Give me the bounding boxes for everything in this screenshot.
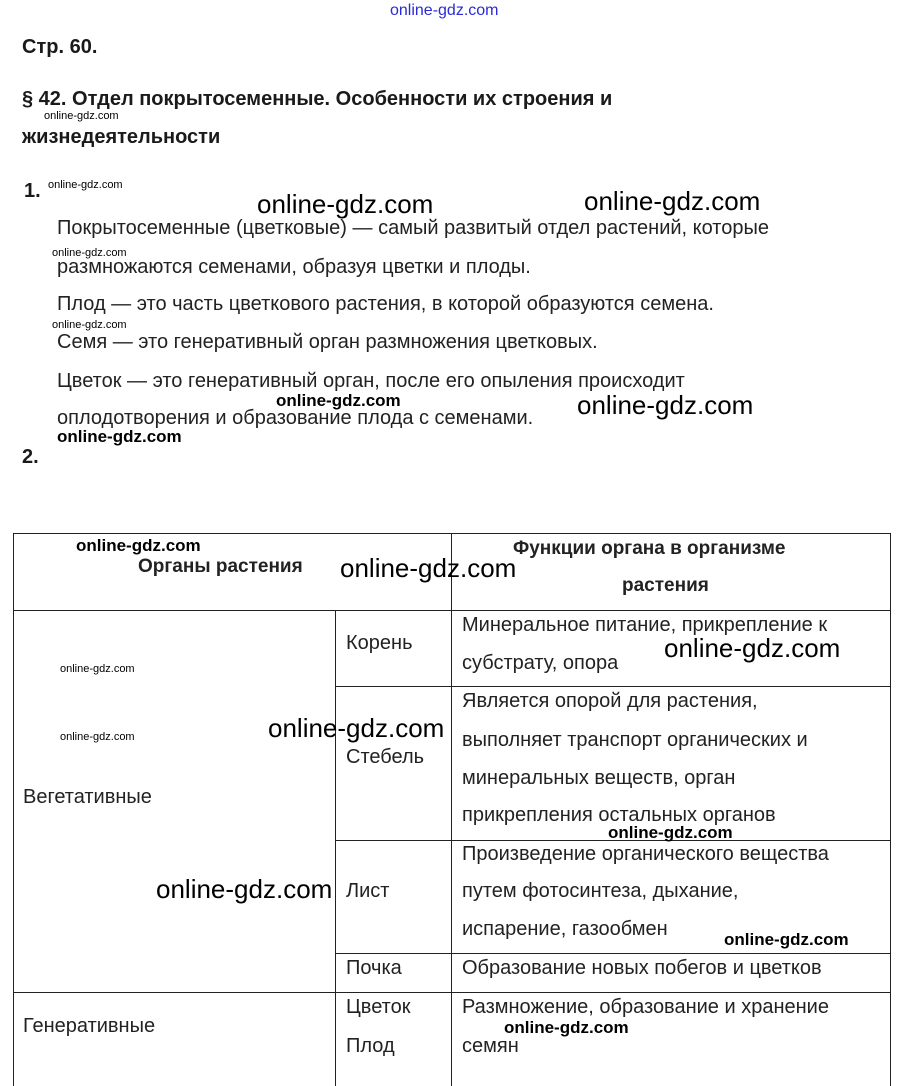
watermark: online-gdz.com [257,189,434,219]
watermark: online-gdz.com [504,1018,629,1037]
task1-line: размножаются семенами, образуя цветки и плоды. [57,256,531,278]
watermark: online-gdz.com [724,930,849,949]
task1-line: оплодотворения и образование плода с семенами. [57,407,534,429]
function-line: субстрату, опора [462,652,619,674]
watermark: online-gdz.com [276,391,401,410]
watermark: online-gdz.com [57,427,182,446]
organ-stem: Стебель [346,746,425,768]
function-line: Произведение органического вещества [462,843,829,865]
function-line: прикрепления остальных органов [462,804,776,826]
task1-line: Цветок — это генеративный орган, после его опыления происходит [57,370,685,392]
function-line: Является опорой для растения, [462,690,758,712]
function-line: Размножение, образование и хранение [462,996,829,1018]
task1-number: 1. [24,180,41,202]
organ-leaf: Лист [346,880,390,902]
organ-bud: Почка [346,957,402,979]
function-line: путем фотосинтеза, дыхание, [462,880,739,902]
function-line: испарение, газообмен [462,918,668,940]
watermark: online-gdz.com [156,874,333,904]
header-functions-line2: растения [622,575,709,596]
header-organs: Органы растения [138,556,303,577]
task1-line: Семя — это генеративный орган размножения цветковых. [57,331,598,353]
watermark: online-gdz.com [48,179,123,191]
watermark: online-gdz.com [608,823,733,842]
watermark-top: online-gdz.com [390,2,499,19]
organ-flower: Цветок [346,996,411,1018]
function-line: семян [462,1035,519,1057]
watermark: online-gdz.com [60,663,135,675]
function-line: минеральных веществ, орган [462,767,736,789]
group-vegetative: Вегетативные [23,786,152,808]
task2-number: 2. [22,446,39,468]
watermark: online-gdz.com [60,731,135,743]
function-line: выполняет транспорт органических и [462,729,808,751]
section-title-line1: § 42. Отдел покрытосеменные. Особенности их строения и [22,88,613,110]
watermark: online-gdz.com [52,319,127,331]
section-title-line2: жизнедеятельности [22,126,221,148]
watermark: online-gdz.com [76,536,201,555]
page-number: Стр. 60. [22,36,98,58]
task1-line: Плод — это часть цветкового растения, в которой образуются семена. [57,293,714,315]
watermark: online-gdz.com [340,553,517,583]
watermark: online-gdz.com [664,633,841,663]
function-line: Образование новых побегов и цветков [462,957,822,979]
function-line: Минеральное питание, прикрепление к [462,614,828,636]
task1-line: Покрытосеменные (цветковые) — самый развитый отдел растений, которые [57,217,769,239]
watermark: online-gdz.com [268,713,445,743]
organ-root: Корень [346,632,413,654]
organ-fruit: Плод [346,1035,395,1057]
header-functions-line1: Функции органа в организме [513,538,786,559]
group-generative: Генеративные [23,1015,156,1037]
watermark: online-gdz.com [44,110,119,122]
watermark: online-gdz.com [577,390,754,420]
watermark: online-gdz.com [52,247,127,259]
watermark: online-gdz.com [584,186,761,216]
